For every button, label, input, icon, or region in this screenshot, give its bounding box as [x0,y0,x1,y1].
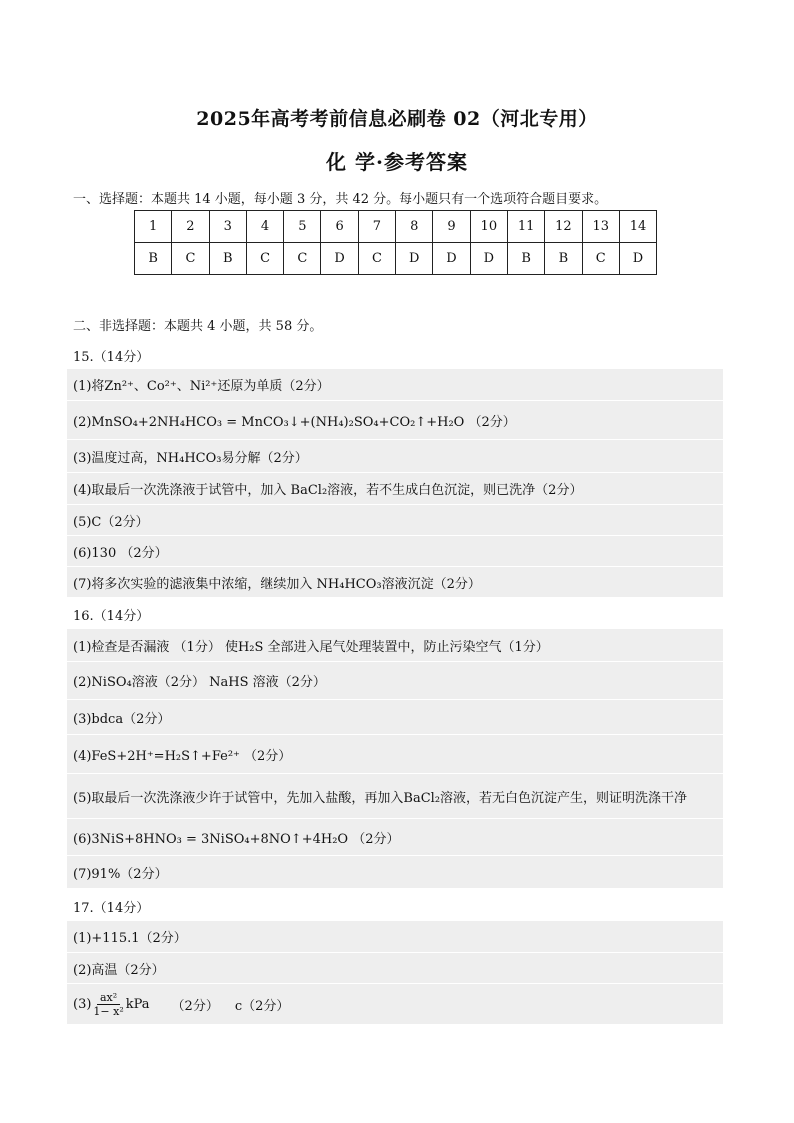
q16-answer-5: (5)取最后一次洗涤液少许于试管中，先加入盐酸，再加入BaCl₂溶液，若无白色沉淀产生，则证明洗涤干净 [67,774,723,818]
q17-answer-3-score: （2分） [171,998,219,1014]
question-number-row [135,211,657,243]
answer-cell: C [246,243,283,275]
q16-answer-6: (6)3NiS+8HNO₃ = 3NiSO₄+8NO↑+4H₂O （2分） [67,819,723,855]
q16-answer-4: (4)FeS+2H⁺=H₂S↑+Fe²⁺ （2分） [67,735,723,773]
unit-kpa: kPa [125,996,150,1012]
q17-answer-3-tail: c（2分） [234,998,290,1014]
answer-cell: C [284,243,321,275]
question-number-cell: 8 [396,211,433,243]
page-title: 2025年高考考前信息必刷卷 02（河北专用） [196,108,598,130]
question-16-label: 16.（14分） [73,609,150,624]
question-number-cell: 6 [321,211,358,243]
answer-cell: B [135,243,172,275]
answer-cell: C [582,243,619,275]
question-number-cell: 13 [582,211,619,243]
question-number-cell: 14 [619,211,656,243]
q16-answer-7: (7)91%（2分） [67,856,723,888]
question-number-cell: 11 [507,211,544,243]
question-number-cell: 2 [172,211,209,243]
q17-answer-3-prefix: (3) [73,996,92,1012]
section-1-heading: 一、选择题：本题共 14 小题，每小题 3 分，共 42 分。每小题只有一个选项符合题目要求。 [73,192,608,207]
question-number-cell: 3 [209,211,246,243]
q16-answer-2: (2)NiSO₄溶液（2分） NaHS 溶液（2分） [67,662,723,699]
question-number-cell: 5 [284,211,321,243]
q15-answer-5: (5)C（2分） [67,505,723,535]
q15-answer-4: (4)取最后一次洗涤液于试管中，加入 BaCl₂溶液，若不生成白色沉淀，则已洗净（2分） [67,473,723,504]
question-17-label: 17.（14分） [73,901,150,916]
question-number-cell: 12 [545,211,582,243]
answer-cell: C [172,243,209,275]
question-number-cell: 1 [135,211,172,243]
answer-cell: D [619,243,656,275]
answer-table [134,210,657,275]
answer-cell: B [507,243,544,275]
answer-cell: D [321,243,358,275]
answer-row [135,243,657,275]
fraction [93,991,123,1018]
answer-cell: B [209,243,246,275]
section-2-heading: 二、非选择题：本题共 4 小题，共 58 分。 [73,319,323,334]
q17-answer-2: (2)高温（2分） [67,953,723,983]
q15-answer-3: (3)温度过高，NH₄HCO₃易分解（2分） [67,440,723,472]
answer-cell: D [470,243,507,275]
q15-answer-1: (1)将Zn²⁺、Co²⁺、Ni²⁺还原为单质（2分） [67,369,723,400]
q15-answer-2: (2)MnSO₄+2NH₄HCO₃ = MnCO₃↓+(NH₄)₂SO₄+CO₂↑+H₂O （2分） [67,401,723,439]
question-number-cell: 4 [246,211,283,243]
q16-answer-1: (1)检查是否漏液 （1分） 使H₂S 全部进入尾气处理装置中，防止污染空气（1分） [67,629,723,661]
answer-cell: D [396,243,433,275]
fraction-numerator: ax² [97,991,120,1005]
fraction-denominator: 1− x² [93,1004,124,1018]
q17-answer-1: (1)+115.1（2分） [67,921,723,952]
question-15-label: 15.（14分） [73,350,150,365]
answer-cell: D [433,243,470,275]
q15-answer-7: (7)将多次实验的滤液集中浓缩，继续加入 NH₄HCO₃溶液沉淀（2分） [67,567,723,597]
answer-cell: C [358,243,395,275]
question-number-cell: 7 [358,211,395,243]
q15-answer-6: (6)130 （2分） [67,536,723,566]
q16-answer-3: (3)bdca（2分） [67,700,723,734]
question-number-cell: 9 [433,211,470,243]
question-number-cell: 10 [470,211,507,243]
q17-answer-3 [67,984,723,1024]
answer-cell: B [545,243,582,275]
page-subtitle: 化 学·参考答案 [326,150,468,174]
